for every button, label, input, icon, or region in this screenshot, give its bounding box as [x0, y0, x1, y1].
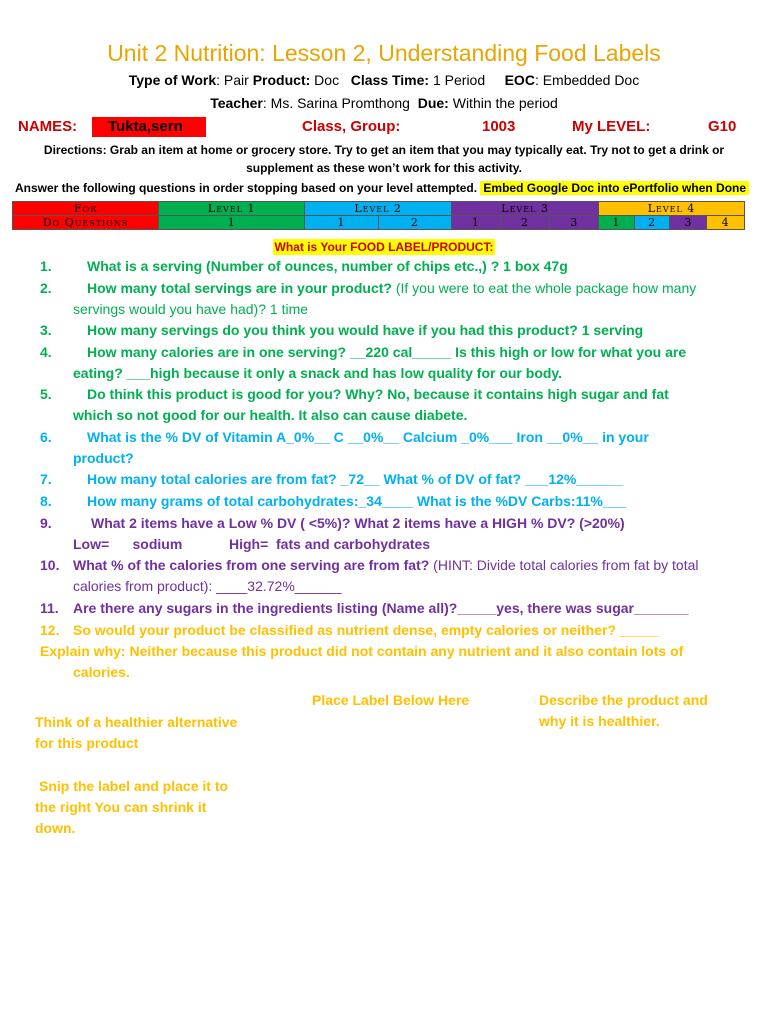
product-value: Doc	[310, 72, 340, 88]
page-title: Unit 2 Nutrition: Lesson 2, Understanding Food Labels	[107, 40, 661, 66]
question-text: How many calories are in one serving? __220 cal_____ Is this high or low for what you are	[87, 344, 687, 360]
describe-line-1: Describe the product and	[539, 692, 708, 708]
question-9	[40, 513, 750, 555]
my-level-label: My LEVEL:	[572, 118, 651, 135]
place-label-heading: Place Label Below Here	[312, 692, 470, 708]
level-for-cell: For	[13, 202, 159, 216]
class-time-label: Class Time:	[350, 72, 430, 88]
question-5	[40, 384, 750, 426]
answer-text: which so not good for our health. It also can cause diabete.	[73, 407, 468, 423]
question-number: 10.	[40, 557, 60, 573]
level-3-q1: 1	[452, 216, 501, 230]
food-label-text: What is Your FOOD LABEL/PRODUCT:	[274, 240, 494, 254]
level-3-q2: 2	[500, 216, 550, 230]
answer-instructions	[15, 180, 749, 196]
question-1	[40, 256, 750, 277]
snip-line-2: the right You can shrink it	[35, 799, 207, 815]
explain-line-1: Explain why: Neither because this product did not contain any nutrient and it also contain lots of	[40, 643, 684, 659]
question-text: So would your product be classified as nutrient dense, empty calories or neither? _____	[73, 622, 659, 638]
level-4-header: Level 4	[599, 202, 745, 216]
question-4	[40, 342, 750, 384]
my-level-field[interactable]: G10	[708, 118, 737, 135]
level-4-q2: 2	[634, 216, 670, 230]
healthier-line-2: for this product	[35, 735, 139, 751]
question-number: 12.	[40, 622, 60, 638]
answer-text: Answer the following questions in order stopping based on your level attempted.	[15, 181, 478, 195]
food-label-heading	[0, 238, 768, 256]
question-number: 3.	[40, 322, 52, 338]
question-text: How many grams of total carbohydrates:_34____ What is the %DV Carbs:11%___	[87, 493, 627, 509]
names-row	[14, 117, 754, 139]
question-hint: (HINT: Divide total calories from fat by total	[429, 557, 699, 573]
question-text: How many total calories are from fat? _72__ What % of DV of fat? ___12%______	[87, 471, 624, 487]
question-number: 8.	[40, 493, 52, 509]
question-number: 5.	[40, 386, 52, 402]
question-line	[40, 555, 750, 576]
question-7	[40, 469, 750, 490]
question-12	[40, 620, 750, 641]
question-number: 7.	[40, 471, 52, 487]
question-number: 11.	[40, 600, 59, 616]
teacher-info-line	[0, 95, 768, 111]
work-info-line	[0, 72, 768, 88]
level-3-q3: 3	[550, 216, 599, 230]
level-2-header: Level 2	[305, 202, 452, 216]
question-number: 2.	[40, 280, 52, 296]
do-questions-label: Do Questions	[13, 216, 159, 230]
class-group-field[interactable]: 1003	[482, 118, 516, 135]
explain-why	[40, 641, 750, 683]
level-1-header: Level 1	[159, 202, 305, 216]
question-10	[40, 555, 750, 597]
answer-text: eating? ___high because it only a snack and has low quality for our body.	[73, 365, 563, 381]
embed-highlight: Embed Google Doc into ePortfolio when Done	[480, 181, 749, 195]
question-6	[40, 427, 750, 469]
level-4-q3: 3	[670, 216, 707, 230]
question-text: What is the % DV of Vitamin A_0%__ C __0%__ Calcium _0%___ Iron __0%__ in your	[87, 429, 649, 445]
question-3	[40, 320, 750, 341]
names-label: NAMES:	[18, 118, 78, 135]
question-text: How many servings do you think you would have if you had this product? 1 serving	[87, 322, 644, 338]
names-field[interactable]: Tukta,sern	[92, 117, 206, 137]
question-text: Do think this product is good for you? Why? No, because it contains high sugar and fat	[87, 386, 669, 402]
due-value: Within the period	[448, 95, 558, 111]
snip-label-text	[35, 776, 228, 839]
question-text: How many total servings are in your product?	[87, 280, 392, 296]
question-text: What is a serving (Number of ounces, number of chips etc.,) ? 1 box 47g	[87, 258, 568, 274]
question-number: 1.	[40, 258, 52, 274]
level-4-q4: 4	[707, 216, 745, 230]
product-label: Product:	[252, 72, 311, 88]
question-line	[40, 278, 750, 299]
level-3-header: Level 3	[452, 202, 599, 216]
question-number: 9.	[40, 515, 52, 531]
question-text-cont: product?	[73, 450, 134, 466]
type-of-work-value: : Pair	[216, 72, 253, 88]
describe-line-2: why it is healthier.	[539, 713, 660, 729]
class-time-value: 1 Period	[429, 72, 486, 88]
class-group-label: Class, Group:	[302, 118, 401, 135]
question-text: What 2 items have a Low % DV ( <5%)? What 2 items have a HIGH % DV? (>20%)	[91, 515, 625, 531]
level-header-row	[13, 202, 745, 216]
question-hint-cont: calories from product): ____32.72%______	[73, 578, 342, 594]
healthier-alternative-text	[35, 712, 237, 754]
question-number: 4.	[40, 344, 52, 360]
level-2-q1: 1	[305, 216, 378, 230]
question-2	[40, 278, 750, 320]
snip-line-3: down.	[35, 820, 76, 836]
snip-line-1: Snip the label and place it to	[39, 778, 229, 794]
directions-text: Directions: Grab an item at home or grocery store. Try to get an item that you may typically eat. Try not to get a drink or supplement as these won’t work for this activity.	[43, 143, 725, 175]
teacher-value: : Ms. Sarina Promthong	[262, 95, 410, 111]
healthier-line-1: Think of a healthier alternative	[35, 714, 238, 730]
eoc-label: EOC	[504, 72, 535, 88]
answer-text: Low= sodium High= fats and carbohydrates	[73, 536, 431, 552]
level-1-q1: 1	[159, 216, 305, 230]
eoc-value: : Embedded Doc	[534, 72, 640, 88]
question-text: Are there any sugars in the ingredients listing (Name all)?_____yes, there was sugar_______	[73, 600, 689, 616]
level-questions-row	[13, 216, 745, 230]
question-text: What % of the calories from one serving are from fat?	[73, 557, 430, 573]
level-4-q1: 1	[599, 216, 635, 230]
question-number: 6.	[40, 429, 52, 445]
due-label: Due:	[417, 95, 449, 111]
type-of-work-label: Type of Work	[128, 72, 217, 88]
level-2-q2: 2	[378, 216, 451, 230]
level-table	[12, 201, 745, 230]
teacher-label: Teacher	[210, 95, 263, 111]
question-8	[40, 491, 750, 512]
describe-product-text	[539, 690, 708, 732]
question-11	[40, 598, 750, 619]
explain-line-2: calories.	[73, 664, 130, 680]
question-hint: (If you were to eat the whole package how many	[391, 280, 697, 296]
question-hint-cont: servings would you have had)? 1 time	[73, 301, 309, 317]
